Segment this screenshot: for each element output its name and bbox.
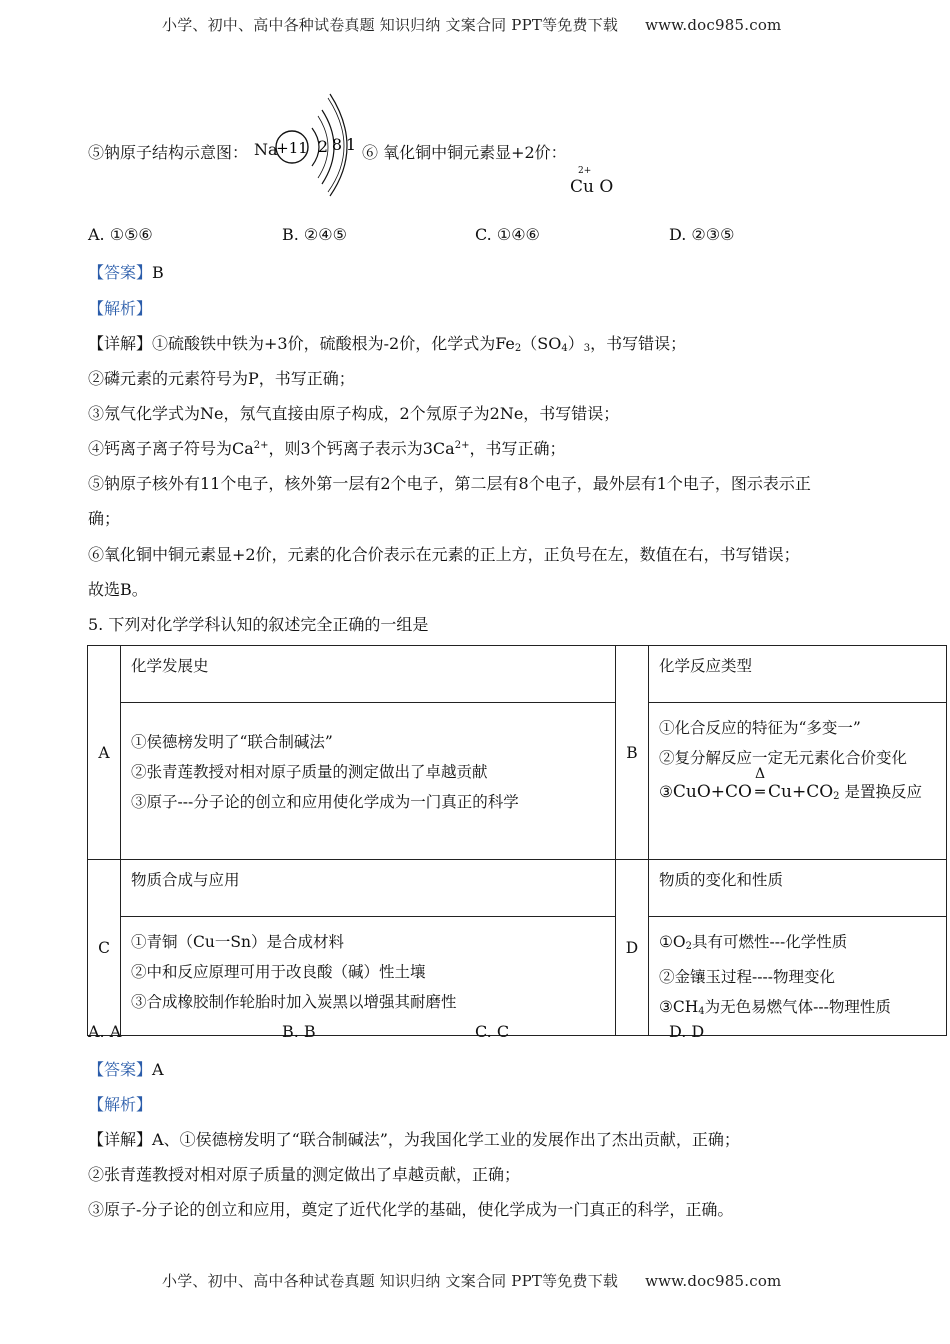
page-footer [162, 1270, 781, 1291]
item-text: ①O [659, 933, 686, 951]
q5-detail-line-1 [88, 1127, 740, 1150]
subscript: 4 [698, 1006, 705, 1017]
shell-1-count: 2 [317, 137, 329, 156]
q4-option-d[interactable]: D. ②③⑤ [669, 225, 735, 244]
q4-detail-line-4 [88, 436, 565, 459]
equation-suffix: 是置换反应 [839, 783, 922, 801]
q4-detail-line-2: ②磷元素的元素符号为P，书写正确； [88, 369, 355, 388]
equation-right: Cu+CO [768, 782, 834, 802]
q5-analysis-tag: 【解析】 [88, 1095, 153, 1114]
q4-detail-line-6: ⑥氧化铜中铜元素显+2价，元素的化合价表示在元素的正上方，正负号在左，数值在右，书写错误； [88, 545, 800, 564]
na-symbol: Na [254, 140, 278, 159]
q5-table [87, 645, 947, 1036]
item-number: ③ [659, 783, 673, 801]
q5-option-a[interactable]: A. A [88, 1022, 122, 1041]
cell-body-b [649, 703, 947, 860]
q4-option-c[interactable]: C. ①④⑥ [475, 225, 540, 244]
detail-text: （SO [521, 334, 562, 353]
page-header [162, 14, 781, 35]
q4-item6-label: ⑥ 氧化铜中铜元素显+2价： [362, 143, 567, 162]
q4-analysis-tag: 【解析】 [88, 299, 153, 318]
nucleus-charge: +11 [276, 139, 308, 157]
q4-answer [88, 260, 164, 283]
list-item: ①化合反应的特征为“多变一” [659, 719, 861, 737]
list-item: ③原子---分子论的创立和应用使化学成为一门真正的科学 [131, 793, 519, 811]
answer-value: A [152, 1060, 164, 1079]
heat-symbol: Δ [755, 766, 766, 782]
list-item: ②复分解反应一定无元素化合价变化 [659, 749, 908, 767]
sodium-atom-diagram [274, 88, 360, 198]
list-item: ①侯德榜发明了“联合制碱法” [131, 733, 333, 751]
q5-detail-line-2: ②张青莲教授对相对原子质量的测定做出了卓越贡献，正确； [88, 1165, 521, 1184]
subscript: 2 [833, 791, 840, 802]
list-item: ③合成橡胶制作轮胎时加入炭黑以增强其耐磨性 [131, 993, 457, 1011]
header-url[interactable]: www.doc985.com [645, 16, 782, 34]
shell-2-count: 8 [331, 135, 343, 154]
q5-stem: 5. 下列对化学学科认知的叙述完全正确的一组是 [88, 615, 429, 634]
cuo-formula: Cu O [570, 177, 614, 197]
q4-detail-line-3: ③氖气化学式为Ne，氖气直接由原子构成，2个氖原子为2Ne，书写错误； [88, 404, 620, 423]
q4-option-a[interactable]: A. ①⑤⑥ [88, 225, 153, 244]
cell-head-d: 物质的变化和性质 [649, 860, 947, 917]
detail-text: ④钙离子离子符号为Ca [88, 439, 254, 458]
q4-detail-line-5b: 确； [88, 509, 121, 528]
equation-sign [752, 766, 768, 807]
detail-tag: 【详解】 [88, 334, 153, 353]
detail-text: ） [567, 334, 584, 353]
answer-tag: 【答案】 [88, 1060, 153, 1079]
item-text: 为无色易燃气体---物理性质 [704, 998, 891, 1016]
cell-label-b: B [616, 646, 649, 860]
superscript: 2+ [454, 440, 470, 451]
equation-left: CuO+CO [672, 782, 752, 802]
q5-option-c[interactable]: C. C [475, 1022, 510, 1041]
detail-tag: 【详解】 [88, 1130, 153, 1149]
q5-detail-line-3: ③原子-分子论的创立和应用，奠定了近代化学的基础，使化学成为一门真正的科学，正确。 [88, 1200, 734, 1219]
item-text: ③CH [659, 998, 699, 1016]
cell-body-c [121, 917, 616, 1036]
cell-head-c: 物质合成与应用 [121, 860, 616, 917]
subscript: 3 [583, 343, 591, 354]
subscript: 4 [561, 343, 568, 354]
subscript: 2 [685, 941, 692, 952]
detail-text: ①硫酸铁中铁为+3价，硫酸根为-2价，化学式为Fe [152, 334, 515, 353]
cell-label-c: C [88, 860, 121, 1036]
q5-option-b[interactable]: B. B [282, 1022, 316, 1041]
list-item: ②金镶玉过程----物理变化 [659, 968, 835, 986]
list-item [659, 927, 936, 962]
q5-answer [88, 1057, 164, 1080]
equals-sign: ═ [755, 783, 765, 801]
footer-url[interactable]: www.doc985.com [645, 1272, 782, 1290]
detail-text: ，书写正确； [469, 439, 566, 458]
footer-text: 小学、初中、高中各种试卷真题 知识归纳 文案合同 PPT等免费下载 [162, 1272, 619, 1290]
detail-text: A、①侯德榜发明了“联合制碱法”，为我国化学工业的发展作出了杰出贡献，正确； [152, 1130, 740, 1149]
q5-option-d[interactable]: D. D [669, 1022, 705, 1041]
q4-option-b[interactable]: B. ②④⑤ [282, 225, 347, 244]
cell-label-d: D [616, 860, 649, 1036]
cell-label-a: A [88, 646, 121, 860]
detail-text: ，书写错误； [590, 334, 687, 353]
q4-conclusion: 故选B。 [88, 580, 148, 599]
list-item: ②中和反应原理可用于改良酸（碱）性土壤 [131, 963, 426, 981]
q4-item5-label: ⑤钠原子结构示意图： [88, 143, 249, 162]
item-text: 具有可燃性---化学性质 [691, 933, 848, 951]
list-item: ①青铜（Cu一Sn）是合成材料 [131, 933, 344, 951]
cell-head-a: 化学发展史 [121, 646, 616, 703]
cell-body-d [649, 917, 947, 1036]
detail-text: ，则3个钙离子表示为3Ca [268, 439, 455, 458]
q4-detail-line-1 [88, 331, 686, 354]
answer-value: B [152, 263, 164, 282]
subscript: 2 [514, 343, 522, 354]
cuo-charge: 2+ [578, 166, 592, 176]
list-item: ②张青莲教授对相对原子质量的测定做出了卓越贡献 [131, 763, 488, 781]
q4-detail-line-5a: ⑤钠原子核外有11个电子，核外第一层有2个电子，第二层有8个电子，最外层有1个电子，图示表示正 [88, 474, 811, 493]
shell-3-count: 1 [345, 135, 357, 154]
answer-tag: 【答案】 [88, 263, 153, 282]
cell-head-b: 化学反应类型 [649, 646, 947, 703]
header-text: 小学、初中、高中各种试卷真题 知识归纳 文案合同 PPT等免费下载 [162, 16, 619, 34]
list-item-equation [659, 766, 936, 812]
superscript: 2+ [253, 440, 269, 451]
cell-body-a [121, 703, 616, 860]
